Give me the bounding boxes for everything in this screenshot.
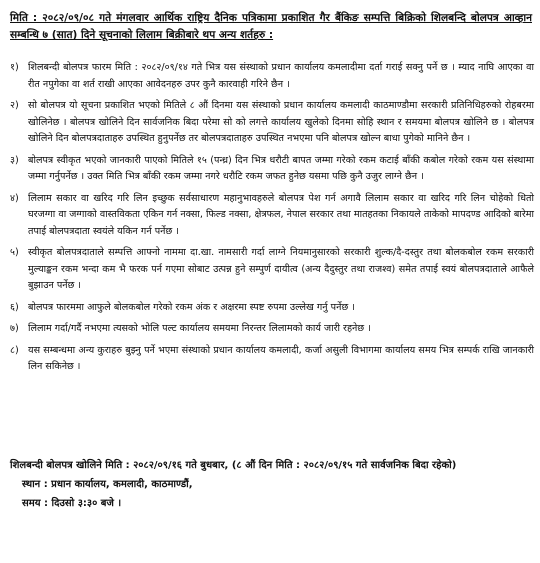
term-number: २): [10, 100, 19, 111]
term-item: [10, 60, 534, 93]
term-item: [10, 321, 534, 338]
term-text: यस सम्बन्धमा अन्य कुराहरु बुझ्नु पर्ने भएमा संस्थाको प्रधान कार्यालय कमलादी, कर्जा असुली विभागमा कार्यालय समय भित्र सम्पर्क राखि जानकारी लिन सकिनेछ ।: [28, 344, 534, 372]
term-number: ७): [10, 323, 19, 334]
term-item: [10, 153, 534, 186]
notice-heading: मिति : २०८२/०९/०८ गते मंगलवार आर्थिक राष्ट्रिय दैनिक पत्रिकामा प्रकाशित गैर बैंकिङ सम्पत्ति बिक्रिको शिलबन्दि बोलपत्र आव्हान सम्बन्धि ७ (सात) दिने सूचनाको लिलाम बिक्रीबारे थप अन्य शर्तहरु :: [10, 12, 532, 41]
term-number: ४): [10, 192, 19, 204]
term-number: ५): [10, 247, 19, 258]
terms-list: [10, 60, 534, 381]
term-number: ६): [10, 301, 19, 313]
notice-footer: [10, 456, 532, 513]
opening-date: शिलबन्दी बोलपत्र खोलिने मिति : २०८२/०९/१६ गते बुधबार, (८ औं दिन मिति : २०८२/०९/१५ गते सार्वजनिक बिदा रहेको): [10, 460, 457, 471]
term-item: [10, 300, 534, 317]
term-text: लिलाम सकार वा खरिद गरि लिन इच्छुक सर्वसाधारण महानुभावहरुले बोलपत्र पेश गर्न अगावै लिलाम सकार वा खरिद गरि लिन चोहेको धितो घरजग्गा वा जग्गाको वास्तविकता एकिन गर्न नक्सा, फिल्ड नक्सा, क्षेत्रफल, नेपाल सरकार तथा मातहतका निकायले ताकेको मापदण्ड आदिको बारेमा तपाई बोलपत्रदाता स्वयंले यकिन गर्न पर्नेछ ।: [28, 192, 534, 237]
opening-place: स्थान : प्रधान कार्यालय, कमलादी, काठमाण्डौं,: [22, 479, 193, 490]
opening-time: समय : दिउसो ३:३० बजे ।: [22, 498, 122, 509]
term-number: ८): [10, 344, 19, 356]
term-item: [10, 245, 534, 295]
term-number: १): [10, 62, 19, 73]
term-number: ३): [10, 154, 19, 166]
term-text: बोलपत्र फारममा आफुले बोलकबोल गरेको रकम अंक र अक्षरमा स्पष्ट रुपमा उल्लेख गर्नु पर्नेछ ।: [28, 301, 355, 313]
term-text: स्वीकृत बोलपत्रदाताले सम्पत्ति आफ्नो नाममा दा.खा. नामसारी गर्दा लाग्ने नियमानुसारको सरकारी शुल्क/दै-दस्तुर तथा बोलकबोल रकम सरकारी मुल्याङ्कन रकम भन्दा कम भै फरक पर्न गएमा सोबाट उत्पन्न हुने सम्पुर्ण दायीत्व (अन्य दैदुस्तुर तथा राजश्व) समेत तपाई स्वयं बोलपत्रदाताले आफैले बुझाउन पर्नेछ ।: [28, 247, 534, 291]
term-text: शिलबन्दी बोलपत्र फारम मिति : २०८२/०९/१४ गते भित्र यस संस्थाको प्रधान कार्यालय कमलादीमा दर्ता गराई सक्नु पर्ने छ । म्याद नाघि आएका वा रीत नपुगेका वा शर्त राखी आएका आवेदनहरु उपर कुनै कारवाही गरिने छैन ।: [28, 62, 534, 90]
term-text: बोलपत्र स्वीकृत भएको जानकारी पाएको मितिले १५ (पन्ध्र) दिन भित्र धरौटी बापत जम्मा गरेको रकम कटाई बाँकी कबोल गरेको रकम यस संस्थामा जम्मा गर्नुपर्नेछ । उक्त मिति भित्र बाँकी रकम जम्मा नगरे धरौटि रकम जफत हुनेछ यसमा पछि कुनै उजुर लाग्ने छैन ।: [28, 154, 534, 182]
term-item: [10, 98, 534, 148]
term-item: [10, 343, 534, 376]
term-text: सो बोलपत्र यो सूचना प्रकाशित भएको मितिले ८ औं दिनमा यस संस्थाको प्रधान कार्यालय कमलादी काठमाण्डौमा सरकारी प्रतिनिधिहरुको रोहबरमा खोलिनेछ । बोलपत्र खोलिने दिन सार्वजनिक बिदा परेमा सो को लगत्ते कार्यालय खुलेको दिनमा सोहि स्थान र समयमा बोलपत्र खोलिने छ । बोलपत्र खोलिने दिन बोलपत्रदाताहरु उपस्थित हुनुपर्नेछ तर बोलपत्रदाताहरु उपस्थित नभएमा पनि बोलपत्र खोल्न बाधा पुगेको मानिने छैन ।: [28, 100, 534, 144]
term-text: लिलाम गर्दा/गर्दै नभएमा त्यसको भोलि पल्ट कार्यालय समयमा निरन्तर लिलामको कार्य जारी रहनेछ ।: [28, 323, 371, 334]
term-item: [10, 191, 534, 241]
